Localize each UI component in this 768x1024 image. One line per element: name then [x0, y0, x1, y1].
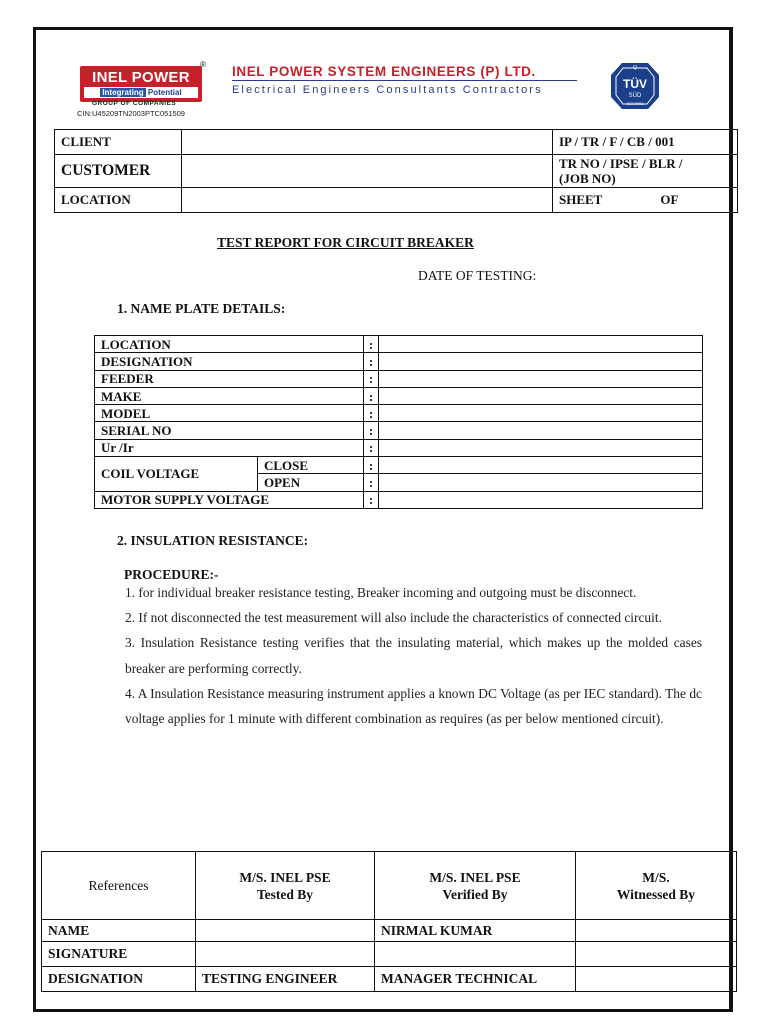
colon: : [364, 474, 379, 491]
cin-number: CIN:U45209TN2003PTC051509 [77, 109, 185, 118]
colon: : [364, 387, 379, 404]
witnessed-name[interactable] [576, 920, 737, 942]
client-info-table [54, 129, 738, 213]
location-label: LOCATION [55, 188, 182, 213]
colon: : [364, 439, 379, 456]
table-row [95, 422, 703, 439]
table-row [95, 491, 703, 508]
client-ref: IP / TR / F / CB / 001 [553, 130, 738, 155]
row-label: Ur /Ir [95, 439, 364, 456]
designation-label: DESIGNATION [42, 967, 196, 992]
motor-supply-label: MOTOR SUPPLY VOLTAGE [95, 491, 364, 508]
tested-by-header: M/S. INEL PSE Tested By [196, 852, 375, 920]
table-row [95, 439, 703, 456]
name-label: NAME [42, 920, 196, 942]
customer-value[interactable] [182, 155, 553, 188]
tested-signature[interactable] [196, 942, 375, 967]
colon: : [364, 491, 379, 508]
name-plate-table [94, 335, 703, 509]
verified-by-header: M/S. INEL PSE Verified By [375, 852, 576, 920]
row-value[interactable] [379, 405, 703, 422]
table-row [42, 967, 737, 992]
colon: : [364, 353, 379, 370]
row-value[interactable] [379, 336, 703, 353]
row-value[interactable] [379, 370, 703, 387]
section-insulation-resistance: 2. INSULATION RESISTANCE: [117, 533, 309, 548]
procedure-text [125, 580, 702, 731]
row-value[interactable] [379, 387, 703, 404]
tuv-mark-text: TÜV [623, 77, 647, 91]
colon: : [364, 370, 379, 387]
procedure-step: 2. If not disconnected the test measurement will also include the characteristics of connected circuit. [125, 610, 662, 626]
row-value[interactable] [379, 353, 703, 370]
tuv-q-text: Q [633, 65, 637, 71]
signoff-table [41, 851, 737, 992]
table-row [95, 336, 703, 353]
close-value[interactable] [379, 457, 703, 474]
client-label: CLIENT [55, 130, 182, 155]
references-header: References [42, 852, 196, 920]
table-row [42, 942, 737, 967]
section-name-plate: 1. NAME PLATE DETAILS: [117, 301, 286, 316]
company-underline [232, 80, 577, 81]
table-row [95, 405, 703, 422]
close-label: CLOSE [258, 457, 364, 474]
open-value[interactable] [379, 474, 703, 491]
open-label: OPEN [258, 474, 364, 491]
tuv-sud-text: SÜD [628, 93, 642, 99]
witnessed-signature[interactable] [576, 942, 737, 967]
table-row [95, 387, 703, 404]
row-label: SERIAL NO [95, 422, 364, 439]
row-label: MAKE [95, 387, 364, 404]
tuv-iso-text: ISO 9001 [626, 101, 644, 106]
row-value[interactable] [379, 439, 703, 456]
logo-sub-text: Integrating Potential [84, 87, 198, 98]
verified-designation: MANAGER TECHNICAL [375, 967, 576, 992]
motor-supply-value[interactable] [379, 491, 703, 508]
customer-label: CUSTOMER [55, 155, 182, 188]
colon: : [364, 336, 379, 353]
group-of-companies: GROUP OF COMPANIES [92, 100, 177, 107]
colon: : [364, 405, 379, 422]
procedure-step: 4. A Insulation Resistance measuring instrument applies a known DC Voltage (as per IEC standard). The dc voltage applies for 1 minute with different combination as requires (as per below mentioned circuit). [125, 685, 702, 727]
colon: : [364, 457, 379, 474]
witnessed-designation[interactable] [576, 967, 737, 992]
date-of-testing: DATE OF TESTING: [418, 268, 537, 283]
customer-ref: TR NO / IPSE / BLR / (JOB NO) [553, 155, 738, 188]
sheet-cell: SHEET OF [553, 188, 738, 213]
table-row [95, 370, 703, 387]
logo-main-text: INEL POWER [92, 69, 190, 86]
table-row [42, 920, 737, 942]
witnessed-by-header: M/S. Witnessed By [576, 852, 737, 920]
tuv-certification-logo [609, 61, 661, 111]
location-value[interactable] [182, 188, 553, 213]
table-row [95, 353, 703, 370]
row-label: LOCATION [95, 336, 364, 353]
tested-designation: TESTING ENGINEER [196, 967, 375, 992]
procedure-step: 3. Insulation Resistance testing verifies that the insulating material, which makes up the molded cases breaker are performing correctly. [125, 635, 702, 676]
procedure-heading: PROCEDURE:- [124, 567, 219, 582]
client-value[interactable] [182, 130, 553, 155]
row-value[interactable] [379, 422, 703, 439]
report-title: TEST REPORT FOR CIRCUIT BREAKER [217, 235, 474, 250]
row-label: DESIGNATION [95, 353, 364, 370]
inel-power-logo [80, 66, 202, 102]
company-name: INEL POWER SYSTEM ENGINEERS (P) LTD. [232, 64, 536, 79]
tested-name[interactable] [196, 920, 375, 942]
signature-label: SIGNATURE [42, 942, 196, 967]
table-row [95, 457, 703, 474]
row-label: FEEDER [95, 370, 364, 387]
verified-name: NIRMAL KUMAR [375, 920, 576, 942]
procedure-step: 1. for individual breaker resistance testing, Breaker incoming and outgoing must be disconnect. [125, 585, 637, 600]
coil-voltage-label: COIL VOLTAGE [95, 457, 258, 492]
row-label: MODEL [95, 405, 364, 422]
company-tagline: Electrical Engineers Consultants Contractors [232, 84, 543, 96]
colon: : [364, 422, 379, 439]
verified-signature[interactable] [375, 942, 576, 967]
registered-mark: ® [200, 60, 206, 69]
